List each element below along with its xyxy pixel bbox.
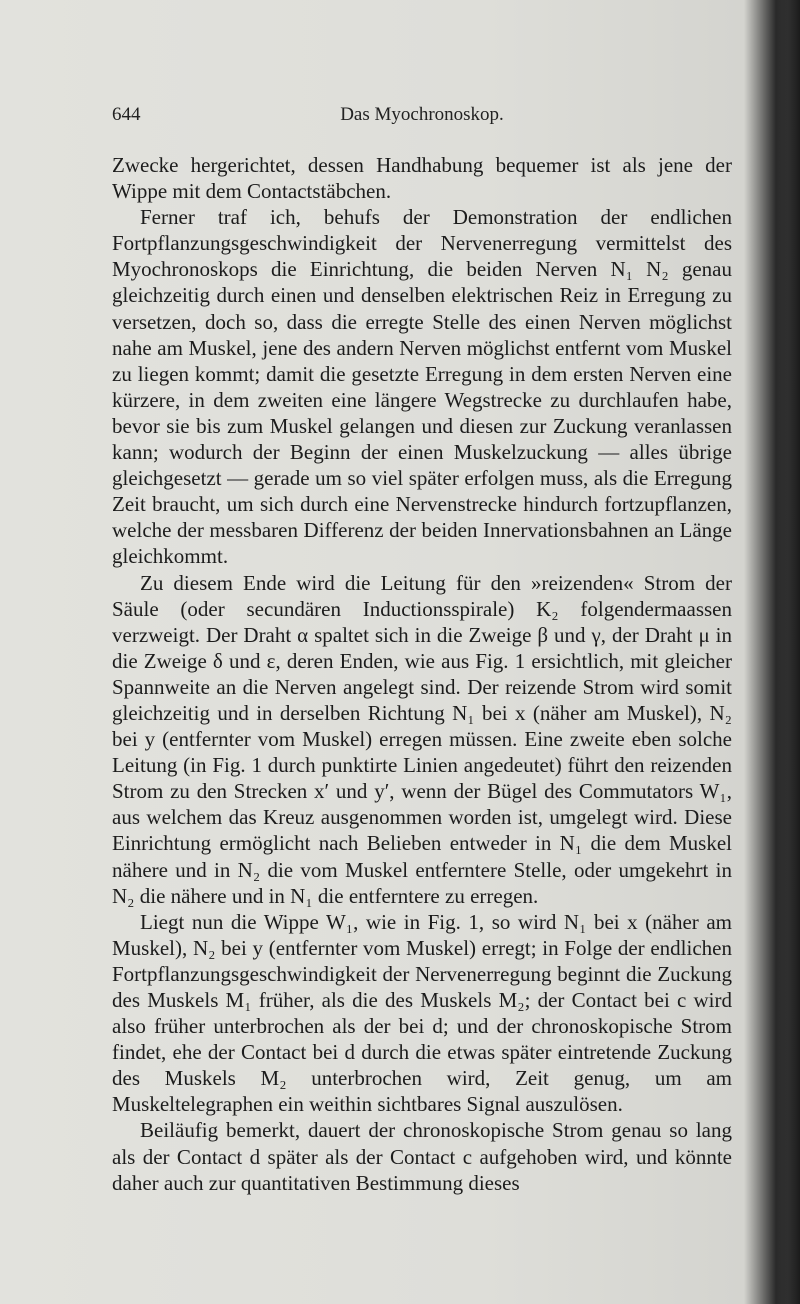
running-title: Das Myochronoskop.	[340, 104, 504, 125]
page-number: 644	[112, 104, 141, 125]
paragraph-3: Zu diesem Ende wird die Leitung für den »reizenden« Strom der Säule (oder secundären Inductionsspirale) K₂ folgendermaassen verzweigt. Der Draht α spaltet sich in die Zweige β und γ, der Draht μ in die Zweige δ und ε, deren Enden, wie aus Fig. 1 ersichtlich, mit gleicher Spannweite an die Nerven angelegt sind. Der reizende Strom wird somit gleichzeitig und in derselben Richtung N₁ bei x (näher am Muskel), N₂ bei y (entfernter vom Muskel) erregen müssen. Eine zweite eben solche Leitung (in Fig. 1 durch punktirte Linien angedeutet) führt den reizenden Strom zu den Strecken x′ und y′, wenn der Bügel des Commutators W₁, aus welchem das Kreuz ausgenommen worden ist, umgelegt wird. Diese Einrichtung ermöglicht nach Belieben entweder in N₁ die dem Muskel nähere und in N₂ die vom Muskel entferntere Stelle, oder umgekehrt in N₂ die nähere und in N₁ die entferntere zu erregen.	[112, 570, 732, 908]
paragraph-5: Beiläufig bemerkt, dauert der chronoskopische Strom genau so lang als der Contact d später als der Contact c aufgehoben wird, und könnte daher auch zur quantitativen Bestimmung dieses	[112, 1118, 732, 1195]
body-text	[112, 152, 732, 1196]
paragraph-4: Liegt nun die Wippe W₁, wie in Fig. 1, so wird N₁ bei x (näher am Muskel), N₂ bei y (entfernter vom Muskel) erregt; in Folge der endlichen Fortpflanzungsgeschwindigkeit der Nervenerregung beginnt die Zuckung des Muskels M₁ früher, als die des Muskels M₂; der Contact bei c wird also früher unterbrochen als der bei d; und der chronoskopische Strom findet, ehe der Contact bei d durch die etwas später eintretende Zuckung des Muskels M₂ unterbrochen wird, Zeit genug, um am Muskeltelegraphen ein weithin sichtbares Signal auszulösen.	[112, 909, 732, 1117]
paragraph-2: Ferner traf ich, behufs der Demonstration der endlichen Fortpflanzungsgeschwindigkeit der Nervenerregung vermittelst des Myochronoskops die Einrichtung, die beiden Nerven N₁ N₂ genau gleichzeitig durch einen und denselben elektrischen Reiz in Erregung zu versetzen, doch so, dass die erregte Stelle des einen Nerven möglichst nahe am Muskel, jene des andern Nerven möglichst entfernt vom Muskel zu liegen kommt; damit die gesetzte Erregung in dem ersten Nerven eine kürzere, in dem zweiten eine längere Wegstrecke zu durchlaufen habe, bevor sie bis zum Muskel gelangen und diesen zur Zuckung veranlassen kann; wodurch der Beginn der einen Muskelzuckung — alles übrige gleichgesetzt — gerade um so viel später erfolgen muss, als die Erregung Zeit braucht, um sich durch eine Nervenstrecke hindurch fortzupflanzen, welche der messbaren Differenz der beiden Innervationsbahnen an Länge gleichkommt.	[112, 205, 732, 569]
paragraph-1: Zwecke hergerichtet, dessen Handhabung bequemer ist als jene der Wippe mit dem Contactstäbchen.	[112, 153, 732, 204]
page-header	[112, 104, 732, 130]
